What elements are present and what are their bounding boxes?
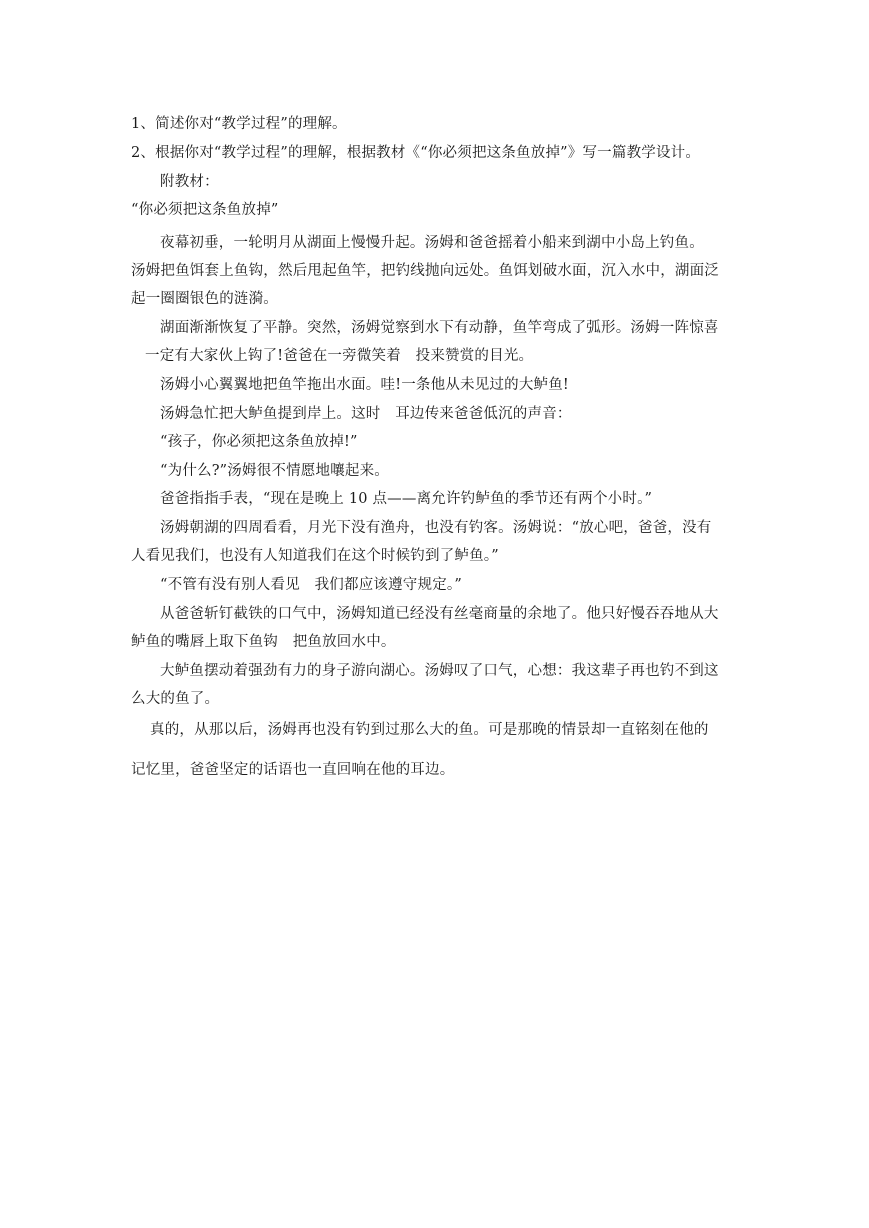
- question-1: 1、简述你对“教学过程”的理解。: [131, 116, 347, 132]
- paragraph-8-line-2: 人看见我们，也没有人知道我们在这个时候钓到了鲈鱼。”: [131, 548, 499, 564]
- paragraph-8-line-1: 汤姆朝湖的四周看看，月光下没有渔舟，也没有钓客。汤姆说：“放心吧，爸爸，没有: [160, 520, 712, 536]
- paragraph-1-line-3: 起一圈圈银色的涟漪。: [131, 291, 278, 307]
- attachment-label: 附教材：: [160, 174, 219, 190]
- paragraph-1-line-2: 汤姆把鱼饵套上鱼钩，然后甩起鱼竿，把钓线抛向远处。鱼饵划破水面，沉入水中，湖面泛: [131, 263, 719, 279]
- paragraph-5: “孩子，你必须把这条鱼放掉!”: [160, 434, 358, 450]
- paragraph-1-line-1: 夜幕初垂，一轮明月从湖面上慢慢升起。汤姆和爸爸摇着小船来到湖中小岛上钓鱼。: [160, 235, 704, 251]
- paragraph-9: “不管有没有别人看见 我们都应该遵守规定。”: [160, 577, 462, 593]
- paragraph-6: “为什么?”汤姆很不情愿地嚷起来。: [160, 463, 389, 479]
- paragraph-4: 汤姆急忙把大鲈鱼提到岸上。这时 耳边传来爸爸低沉的声音：: [160, 406, 572, 422]
- paragraph-3: 汤姆小心翼翼地把鱼竿拖出水面。哇!一条他从未见过的大鲈鱼!: [160, 377, 569, 393]
- paragraph-11-line-1: 大鲈鱼摆动着强劲有力的身子游向湖心。汤姆叹了口气，心想：我这辈子再也钓不到这: [160, 663, 719, 679]
- question-2: 2、根据你对“教学过程”的理解，根据教材《“你必须把这条鱼放掉”》写一篇教学设计。: [131, 145, 701, 161]
- story-title: “你必须把这条鱼放掉”: [131, 202, 279, 218]
- paragraph-10-line-2: 鲈鱼的嘴唇上取下鱼钩 把鱼放回水中。: [131, 634, 396, 650]
- paragraph-7: 爸爸指指手表，“现在是晚上 10 点——离允许钓鲈鱼的季节还有两个小时。”: [160, 491, 653, 507]
- paragraph-11-line-2: 么大的鱼了。: [131, 691, 220, 707]
- paragraph-12-line-2: 记忆里，爸爸坚定的话语也一直回响在他的耳边。: [131, 762, 455, 778]
- paragraph-10-line-1: 从爸爸斩钉截铁的口气中，汤姆知道已经没有丝毫商量的余地了。他只好慢吞吞地从大: [160, 606, 719, 622]
- paragraph-12-line-1: 真的，从那以后，汤姆再也没有钓到过那么大的鱼。可是那晚的情景却一直铭刻在他的: [150, 722, 709, 738]
- paragraph-2-line-1: 湖面渐渐恢复了平静。突然，汤姆觉察到水下有动静，鱼竿弯成了弧形。汤姆一阵惊喜: [160, 320, 719, 336]
- paragraph-2-line-2: 一定有大家伙上钩了!爸爸在一旁微笑着 投来赞赏的目光。: [145, 348, 534, 364]
